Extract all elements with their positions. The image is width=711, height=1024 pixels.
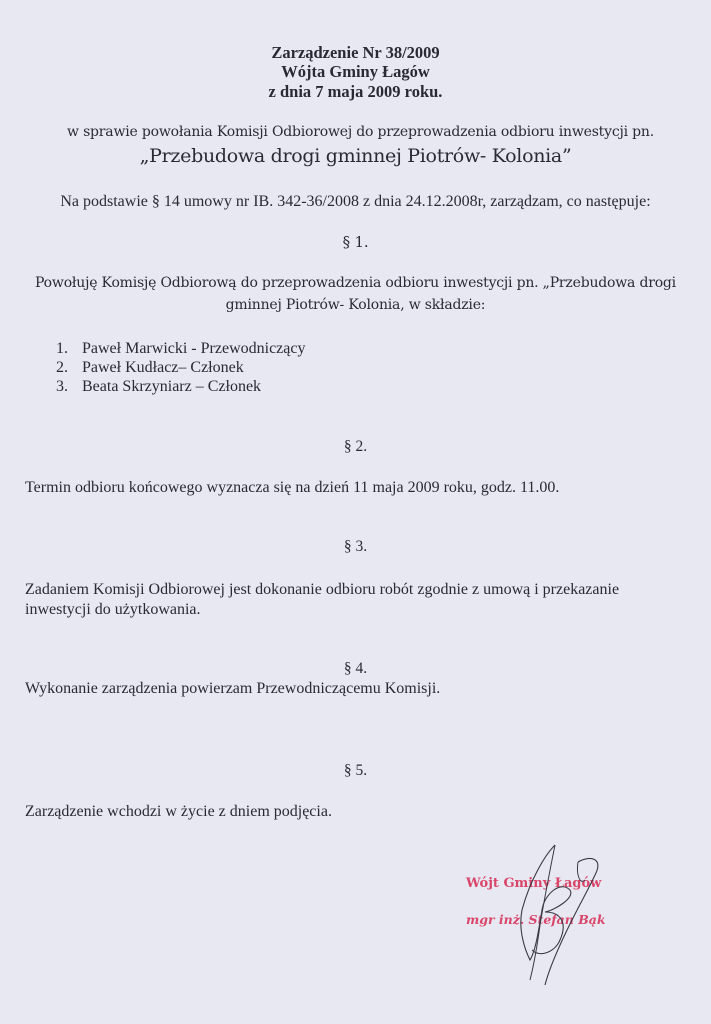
stamp-title: Wójt Gminy Łagów — [466, 876, 602, 891]
issuer: Wójta Gminy Łagów — [281, 62, 430, 81]
member-text: Paweł Marwicki - Przewodniczący — [82, 340, 306, 357]
section-2-text: Termin odbioru końcowego wyznacza się na dzień 11 maja 2009 roku, godz. 11.00. — [25, 479, 560, 496]
section-5-heading: § 5. — [343, 762, 368, 779]
ordinance-number: Zarządzenie Nr 38/2009 — [271, 43, 440, 62]
project-title: „Przebudowa drogi gminnej Piotrów- Kolonia” — [139, 145, 572, 167]
member-text: Beata Skrzyniarz – Członek — [82, 378, 262, 395]
member-item — [56, 339, 305, 358]
section-3-heading: § 3. — [343, 538, 368, 555]
section-1-heading: § 1. — [342, 233, 369, 251]
member-text: Paweł Kudłacz– Członek — [82, 359, 244, 376]
member-item — [56, 358, 305, 377]
member-number: 3. — [56, 378, 68, 395]
section-2-heading: § 2. — [343, 438, 368, 455]
member-number: 2. — [56, 359, 68, 376]
stamp-name: mgr inż. Stefan Bąk — [466, 912, 606, 927]
subject-line: w sprawie powołania Komisji Odbiorowej do przeprowadzenia odbioru inwestycji pn. — [67, 124, 654, 140]
section-4-heading: § 4. — [343, 660, 368, 677]
member-number: 1. — [56, 340, 68, 357]
ordinance-date: z dnia 7 maja 2009 roku. — [268, 82, 443, 101]
handwritten-signature — [500, 840, 620, 990]
section-4-text: Wykonanie zarządzenia powierzam Przewodniczącemu Komisji. — [25, 680, 441, 697]
legal-basis: Na podstawie § 14 umowy nr IB. 342-36/2008 z dnia 24.12.2008r, zarządzam, co następuje: — [60, 193, 651, 210]
section-5-text: Zarządzenie wchodzi w życie z dniem podjęcia. — [25, 803, 332, 820]
section-3-text-line1: Zadaniem Komisji Odbiorowej jest dokonanie odbioru robót zgodnie z umową i przekazanie — [25, 581, 620, 598]
member-list — [56, 339, 305, 396]
member-item — [56, 377, 305, 396]
section-1-text-line1: Powołuję Komisję Odbiorową do przeprowadzenia odbioru inwestycji pn. „Przebudowa drogi — [35, 275, 676, 291]
section-3-text-line2: inwestycji do użytkowania. — [25, 601, 201, 618]
section-1-text-line2: gminnej Piotrów- Kolonia, w składzie: — [225, 297, 486, 313]
